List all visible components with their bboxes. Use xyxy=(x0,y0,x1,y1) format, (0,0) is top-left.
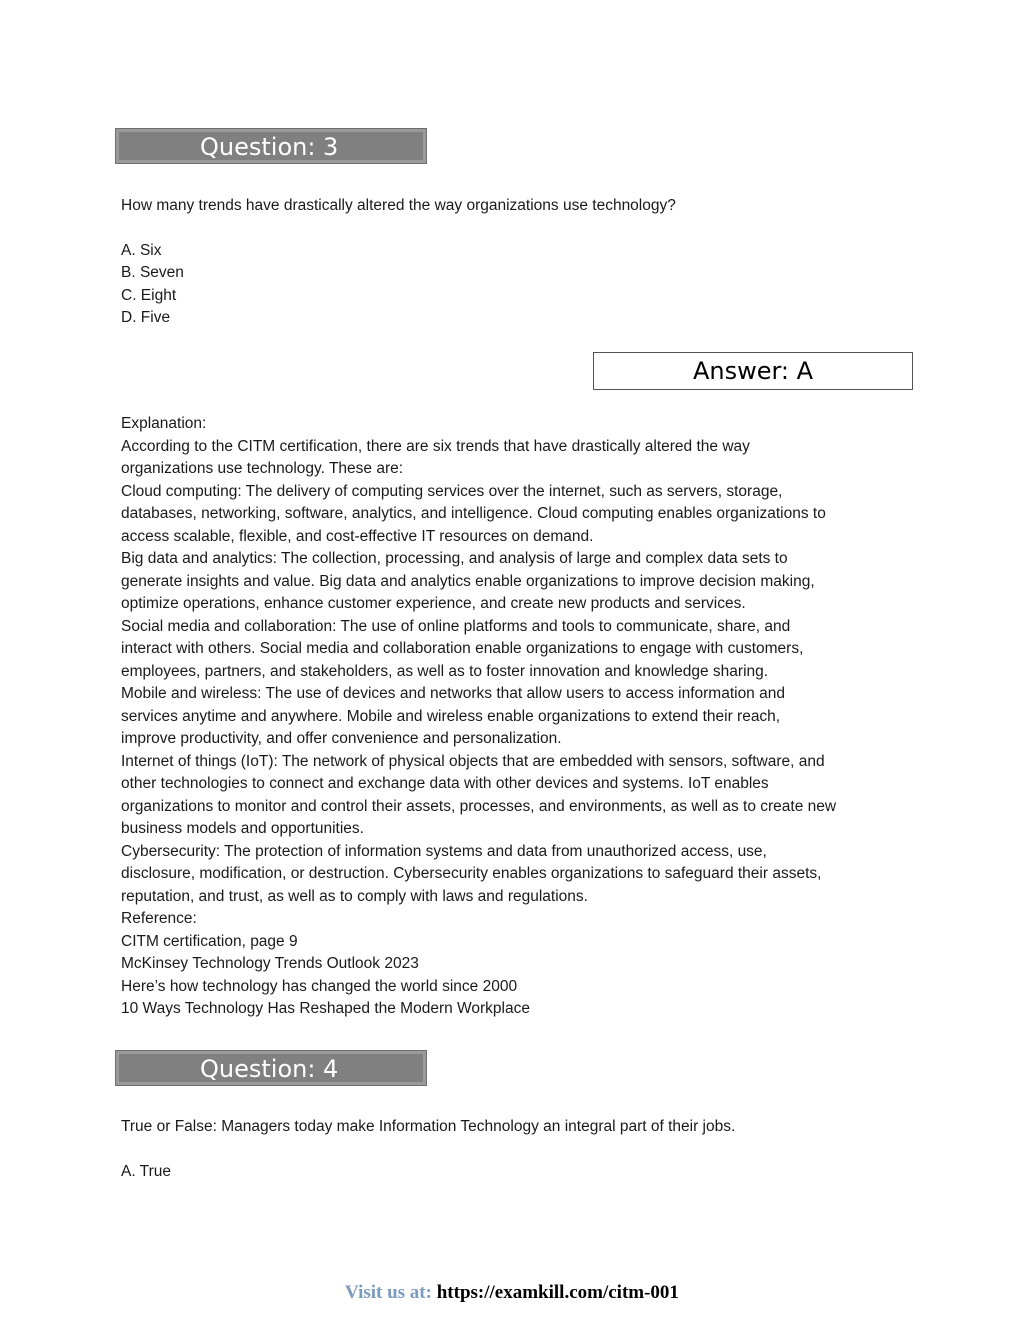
question-3-heading: Question: 3 xyxy=(200,133,339,161)
option-b: B. Seven xyxy=(121,264,184,281)
explanation-line: Here’s how technology has changed the world since 2000 xyxy=(121,977,518,995)
footer-label: Visit us at: xyxy=(345,1282,432,1303)
explanation-line: disclosure, modification, or destruction. Cybersecurity enables organizations to safeguard their assets, xyxy=(121,865,822,882)
question-3-banner xyxy=(115,128,427,164)
explanation-line: CITM certification, page 9 xyxy=(121,932,298,950)
explanation-line: interact with others. Social media and collaboration enable organizations to engage with customers, xyxy=(121,640,804,657)
answer-box xyxy=(593,352,913,390)
explanation-line: databases, networking, software, analytics, and intelligence. Cloud computing enables organizations to xyxy=(121,505,826,522)
explanation-line: Reference: xyxy=(121,910,197,927)
explanation-line: Big data and analytics: The collection, processing, and analysis of large and complex data sets to xyxy=(121,550,788,567)
explanation-line: Mobile and wireless: The use of devices and networks that allow users to access information and xyxy=(121,685,785,702)
explanation-line: organizations use technology. These are: xyxy=(121,460,404,477)
option-a: A. True xyxy=(121,1163,171,1180)
explanation-line: reputation, and trust, as well as to comply with laws and regulations. xyxy=(121,887,588,905)
explanation-line: Internet of things (IoT): The network of physical objects that are embedded with sensors, software, and xyxy=(121,752,825,770)
explanation-line: McKinsey Technology Trends Outlook 2023 xyxy=(121,955,419,972)
question-4-banner xyxy=(115,1050,427,1086)
explanation-line: Cybersecurity: The protection of information systems and data from unauthorized access, use, xyxy=(121,842,767,860)
explanation-line: organizations to monitor and control their assets, processes, and environments, as well as to create new xyxy=(121,797,837,815)
explanation-line: improve productivity, and offer convenience and personalization. xyxy=(121,730,562,747)
question-4-heading: Question: 4 xyxy=(200,1055,339,1083)
explanation-line: optimize operations, enhance customer experience, and create new products and services. xyxy=(121,595,746,612)
explanation-line: other technologies to connect and exchange data with other devices and systems. IoT enables xyxy=(121,775,769,792)
explanation-line: Explanation: xyxy=(121,415,207,432)
option-a: A. Six xyxy=(121,242,162,259)
explanation-line: employees, partners, and stakeholders, as well as to foster innovation and knowledge sharing. xyxy=(121,662,769,680)
explanation-line: services anytime and anywhere. Mobile and wireless enable organizations to extend their reach, xyxy=(121,707,781,725)
explanation-line: generate insights and value. Big data and analytics enable organizations to improve decision making, xyxy=(121,572,815,590)
option-d: D. Five xyxy=(121,309,171,326)
explanation-line: access scalable, flexible, and cost-effective IT resources on demand. xyxy=(121,527,594,545)
question-4-prompt: True or False: Managers today make Information Technology an integral part of their jobs. xyxy=(121,1118,736,1135)
explanation-line: business models and opportunities. xyxy=(121,820,364,837)
footer xyxy=(0,1281,1024,1305)
explanation-line: Cloud computing: The delivery of computing services over the internet, such as servers, storage, xyxy=(121,482,783,500)
footer-link[interactable]: https://examkill.com/citm-001 xyxy=(436,1282,679,1303)
explanation-line: 10 Ways Technology Has Reshaped the Modern Workplace xyxy=(121,1000,530,1017)
explanation-block xyxy=(121,413,836,1021)
answer-text: Answer: A xyxy=(692,357,814,385)
explanation-line: Social media and collaboration: The use of online platforms and tools to communicate, share, and xyxy=(121,617,791,635)
option-c: C. Eight xyxy=(121,287,177,304)
question-3-prompt: How many trends have drastically altered the way organizations use technology? xyxy=(121,197,676,214)
explanation-line: According to the CITM certification, there are six trends that have drastically altered the way xyxy=(121,437,750,455)
